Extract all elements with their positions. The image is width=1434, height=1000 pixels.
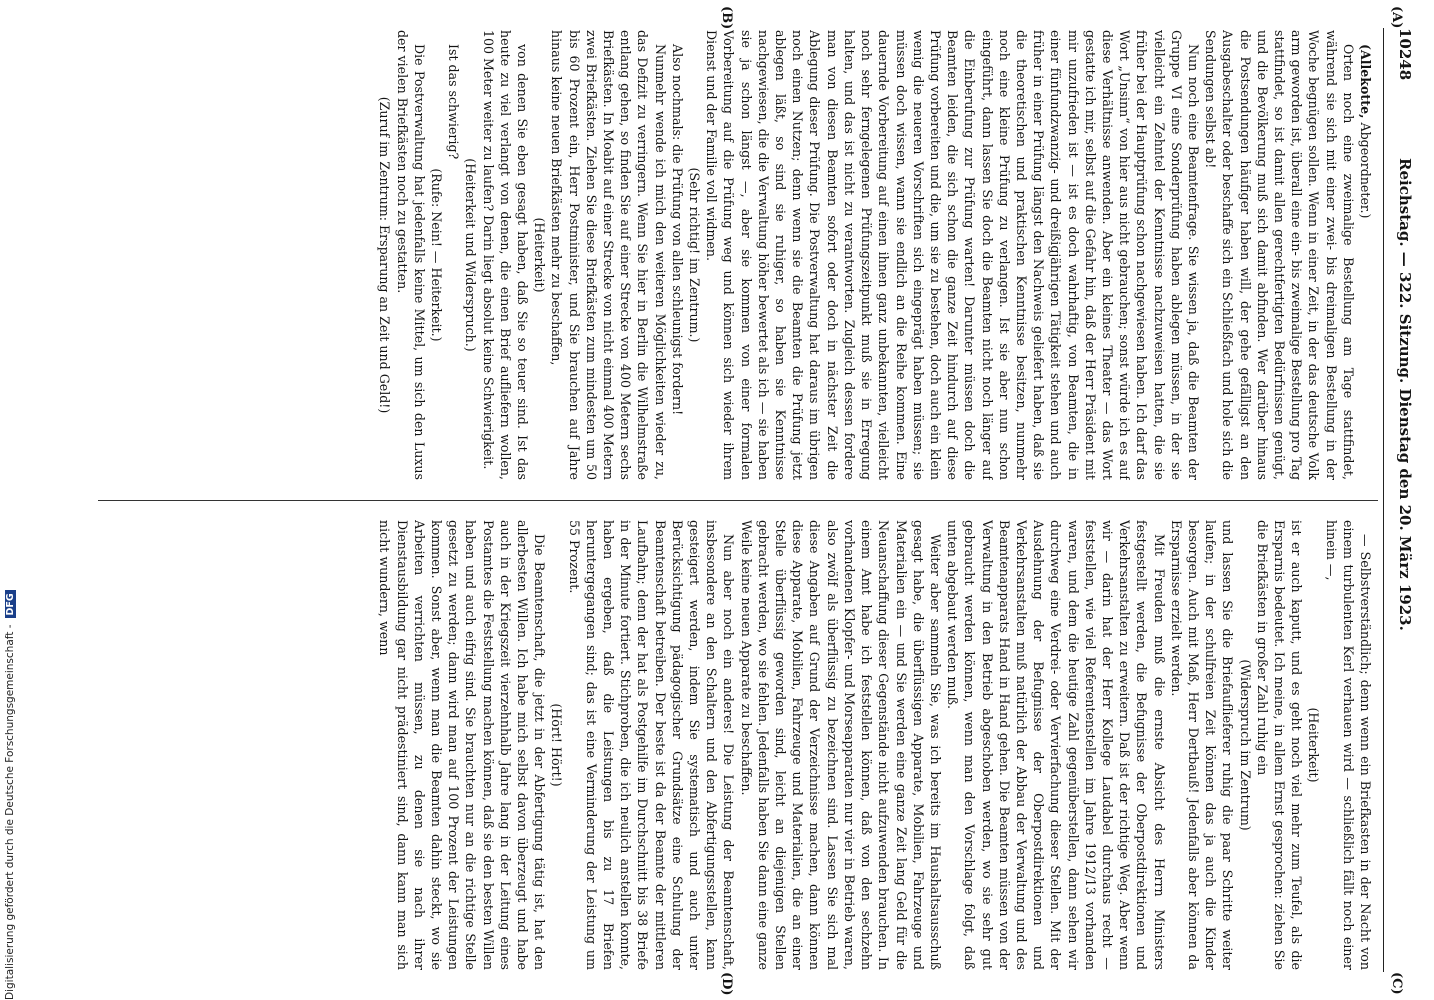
header-rule — [1383, 28, 1384, 972]
paragraph-text: Weiter aber sammeln Sie, was ich bereits im Haushaltsausschuß gesagt habe, die überflüssigen Apparate, Mobilien, Fahrzeuge und Materialien ein — und Sie werden eine ganze Zeit lang Geld für die Neuanschaffung dieser Gegenstände nicht aufzuwenden brauchen. In einem Amt habe ich feststellen können, daß von den sechzehn vorhandenen Klopfer- und Morseapparaten nur vier in Betrieb waren, also zwölf als überflüssig zu bezeichnen sind. Lassen Sie sich mal diese Angaben auf Grund der Verzeichnisse machen, dann können diese Apparate, Mobilien, Fahrzeuge und Materialien, die an einer Stelle überflüssig geworden sind, leicht an diejenigen Stellen gebracht werden, wo sie fehlen. Jedenfalls haben Sie dann eine ganze Weile keine neuen Apparate zu beschaffen. — [738, 520, 943, 970]
left-column-paragraph — [531, 30, 548, 480]
left-column-paragraph — [479, 30, 531, 480]
right-column-paragraph — [1322, 520, 1374, 970]
right-column-paragraph — [737, 520, 943, 970]
left-column-paragraph — [445, 30, 462, 480]
margin-letter-a: (A) — [1389, 6, 1404, 29]
paragraph-text: — Selbstverständlich; denn wenn ein Briefkasten in der Nacht von einem turbulenten Kerl verhauen wird — schließlich fällt noch einer hinein —, — [1323, 520, 1373, 970]
left-column-paragraph — [1357, 30, 1374, 480]
right-text-column — [104, 520, 1374, 970]
paragraph-text: (Sehr richtig! im Zentrum.) — [687, 167, 703, 343]
left-column-paragraph — [376, 30, 393, 480]
margin-letter-d: (D) — [719, 972, 734, 996]
right-column-paragraph — [1254, 520, 1306, 970]
right-column-paragraph — [944, 520, 1168, 970]
left-column-paragraph — [393, 30, 427, 480]
right-column-paragraph — [548, 520, 565, 970]
page-title: Reichstag. — 322. Sitzung. Dienstag den 20. März 1923. — [1396, 158, 1414, 631]
dfg-logo: DFG — [5, 590, 16, 618]
paragraph-text: Nunmehr wende ich mich den weiteren Möglichkeiten wieder zu, das Defizit zu verringern. Wenn Sie hier in Berlin die Wilhelmstraße entlang gehen, so finden Sie auf einer Strecke von 400 Metern sechs Briefkästen. In Moabit auf einer Strecke von nicht einmal 400 Metern zwei Briefkästen. Ziehen Sie diese Briefkästen zum mindesten um 50 bis 60 Prozent ein, Herr Postminister, und Sie brauchen auf Jahre hinaus keine neuen Briefkästen mehr zu beschaffen, — [549, 30, 668, 480]
paragraph-text: Nun aber noch ein anderes! Die Leistung der Beamtenschaft, insbesondere an den Schaltern und den Abfertigungsstellen, kann gesteigert werden, indem Sie systematisch und auch unter Berücksichtigung pädagogischer Grundsätze eine Schulung der Beamtenschaft betreiben. Der beste ist da der Beamte der mittleren Laufbahn; denn der hat als Postgehilfe im Durchschnitt bis 38 Briefe in der Minute fortiert. Stichproben, die ich neulich anstellen konnte, haben ergeben, daß die Leistungen bis zu 17 Briefen heruntergegangen sind; das ist eine Verminderung der Leistung um 55 Prozent. — [566, 520, 737, 970]
left-column-paragraph — [548, 30, 668, 480]
left-column-paragraph — [462, 30, 479, 480]
paragraph-text: Abgeordneter.) — [1358, 122, 1373, 219]
paragraph-text: (Zuruf im Zentrum: Ersparung an Zeit und Geld!) — [377, 96, 393, 414]
paragraph-text: (Rufe: Nein! — Heiterkeit.) — [429, 168, 445, 342]
paragraph-text: (Heiterkeit) — [532, 217, 548, 293]
paragraph-text: (Hört! Hört!) — [549, 703, 565, 787]
document-page — [74, 0, 1434, 1000]
right-column-paragraph — [1236, 520, 1253, 970]
right-column-paragraph — [376, 520, 548, 970]
paragraph-text: und lassen Sie die Briefauflieferer ruhig die paar Schritte weiter laufen; in der schulfreien Zeit können das ja auch die Kinder besorgen. Auch mit Maß, Herr Dertbauß! Jedenfalls aber können da Ersparnisse erzielt werden. — [1168, 520, 1236, 970]
left-column-paragraph — [686, 30, 703, 480]
margin-letter-b: (B) — [719, 6, 734, 30]
left-text-column — [104, 30, 1374, 480]
margin-letter-c: (C) — [1389, 972, 1404, 995]
paragraph-text: (Heiterkeit und Widerspruch.) — [463, 158, 479, 352]
left-column-paragraph — [703, 30, 1202, 480]
left-column-paragraph — [669, 30, 686, 480]
speaker-name: (Allekotte, — [1358, 44, 1373, 119]
paragraph-text: (Widerspruch im Zentrum) — [1237, 659, 1253, 831]
paragraph-text: Nun noch eine Beamtenfrage. Sie wissen ja, daß die Beamten der Gruppe VI eine Sonderprüfung haben ablegen müssen, in der sie vielleicht ein Zehntel der Kenntnisse nachzuweisen hatten, die sie früher bei der Hauptprüfung schon nachgewiesen haben. Ich darf das Wort „Unsinn“ von hier aus nicht gebrauchen; sonst würde ich es auf diese Verhältnisse anwenden. Aber ein kleines Theater — das Wort gestatte ich mir, selbst auf die Gefahr hin, daß der Herr Präsident mit mir unzufrieden ist — ist es doch wahrhaftig, von Beamten, die in einer fünfundzwanzig- und dreißigjährigen Tätigkeit stehen und auch früher in einer Prüfung längst den Nachweis geliefert haben, daß sie die theoretischen und praktischen Kenntnisse besitzen, nunmehr noch eine kleine Prüfung zu verlangen. Ist sie aber nun schon eingeführt, dann lassen Sie doch die Beamten nicht noch länger auf die Einberufung zur Prüfung warten! Darunter müssen doch die Beamten leiden, die sich schon die ganze Zeit hindurch auf diese Prüfung vorbereiten und die, um sie zu bestehen, doch auch ein klein wenig die neueren Vorschriften sich eingeprägt haben müssen; sie müssen doch wissen, wann sie endlich an die Reihe kommen. Eine dauernde Vorbereitung auf einen ihnen ganz unbekannten, vielleicht noch sehr ferngelegenen Prüfungszeitpunkt muß sie in Erregung halten, und das ist nicht zu verantworten. Zugleich dessen fordere man von diesen Beamten sofort oder doch in nächster Zeit die Ablegung dieser Prüfung. Die Postverwaltung hat daraus im übrigen noch einen Nutzen; denn wenn sie die Beamten die Prüfung jetzt ablegen läßt, so sind sie ruhiger, so haben sie Kenntnisse nachgewiesen, die die Verwaltung höher bewertet als ich — sie haben sie ja schon längst —, aber sie kommen von einer formalen Vorbereitung auf die Prüfung weg und können sich wieder ihrem Dienst und der Familie voll widmen. — [704, 30, 1201, 480]
page-header — [1388, 28, 1420, 972]
paragraph-text: Die Postverwaltung hat jedenfalls keine Mittel, um sich den Luxus der vielen Briefkästen noch zu gestatten. — [394, 30, 427, 480]
paragraph-text: Orten noch eine zweimalige Bestellung am Tage stattfindet, während sie sich mit einer zwei- bis dreimaligen Bestellung in der Woche begnügen sollen. Wenn in einer Zeit, in der das deutsche Volk arm geworden ist, überall eine ein- bis zweimalige Bestellung pro Tag stattfindet, so ist damit allen gerechtfertigten Bedürfnissen genügt, und die Bevölkerung muß sich damit abfinden. Wer darüber hinaus die Postsendungen häufiger haben will, der gehe gefälligst an den Ausgabeschalter oder beschaffe sich ein Schließfach und hole sich die Sendungen selbst ab! — [1203, 30, 1356, 480]
left-column-paragraph — [428, 30, 445, 480]
right-column-paragraph — [1305, 520, 1322, 970]
paragraph-text: Mit Freuden muß die ernste Absicht des Herrn Ministers festgestellt werden, die Befugnisse der Oberpostdirektionen und Verkehrsanstalten zu erweitern. Daß ist der richtige Weg. Aber wenn wir — darin hat der Herr Kollege Laudabel durchaus recht — feststellen, wie viel Referentenstellen im Jahre 1912/13 vorhanden waren, und dem die heutige Zahl gegenüberstellen, dann sehen wir durchweg eine Verdrei- oder Vervierfachung dieser Stellen. Mit der Ausdehnung der Befugnisse der Oberpostdirektionen und Verkehrsanstalten muß natürlich der Abbau der Verwaltung und des Beamtenapparats Hand in Hand gehen. Die Beamten müssen von der Verwaltung in den Betrieb abgeschoben werden, wo sie sehr gut gebraucht werden können, wenn man den Vorschlage folgt, daß unten abgebaut werden muß. — [945, 520, 1167, 970]
left-column-paragraph — [1202, 30, 1357, 480]
paragraph-text: von denen Sie eben gesagt haben, daß Sie so teuer sind. Ist das heute zu viel verlangt von denen, die einen Brief aufliefern wollen, 100 Meter weiter zu laufen? Darin liegt absolut keine Schwierigkeit. — [480, 30, 531, 480]
digitization-credit — [4, 0, 18, 1000]
paragraph-text: Die Beamtenschaft, die jetzt in der Abfertigung tätig ist, hat den allerbesten Willen. Ich habe mich selbst davon überzeugt und habe auch in der Kriegszeit vierzehnhalb Jahre lang in der Leitung eines Postamtes die Feststellung machen können, daß sie den besten Willen haben und auch eifrig sind. Sie brauchten nur an die richtige Stelle gesetzt zu werden; dann wird man auf 100 Prozent der Leistungen kommen. Sonst aber, wenn man die Beamten dahin steckt, wo sie Arbeiten verrichten müssen, zu denen sie nach ihrer Dienstausbildung gar nicht prädestiniert sind, dann kann man sich nicht wundern, wenn — [377, 520, 548, 970]
paragraph-text: Also nochmals: die Prüfung von allen schleunigst fordern! — [669, 44, 685, 416]
credit-text: Digitalisierung gefördert durch die Deutsche Forschungsgemeinschaft - — [4, 624, 16, 1000]
paragraph-text: Ist das schwierig? — [446, 44, 462, 160]
paragraph-text: ist er auch kaputt, und es geht noch viel mehr zum Teufel, als die Ersparnis bedeutet. Ich meine, in allem Ernst gesprochen: ziehen Sie die Briefkästen in großer Zahl ruhig ein — [1254, 520, 1305, 970]
right-column-paragraph — [565, 520, 737, 970]
right-column-paragraph — [1168, 520, 1237, 970]
paragraph-text: (Heiterkeit) — [1306, 707, 1322, 783]
column-divider — [98, 500, 1378, 501]
page-number: 10248 — [1396, 28, 1414, 81]
